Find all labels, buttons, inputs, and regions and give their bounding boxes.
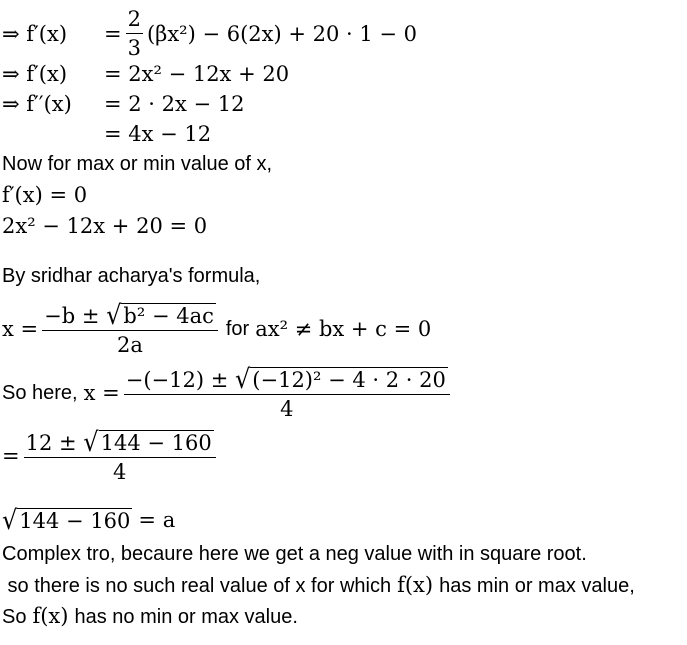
rhs: = 2x² − 12x + 20 [104,62,290,86]
quadratic-formula-fraction [42,299,218,357]
rhs: (βx²) − 6(2x) + 20 · 1 − 0 [146,21,418,46]
text-a: so there is no such real value of x for which [2,574,392,597]
lhs: ⇒ f′′(x) [2,92,72,116]
rhs: = a [138,507,176,532]
line-quadratic-formula [2,298,431,360]
line-now-for-max-min [2,154,272,174]
text: Complex tro, becaure here we get a neg value with in square root. [2,543,587,565]
condition: ax² ≠ bx + c = 0 [255,316,432,341]
rhs: = 2 · 2x − 12 [104,92,245,116]
substitution-fraction [124,363,450,421]
text-a: So [2,605,27,628]
radical-icon: √ [106,299,122,330]
radicand: 144 − 160 [100,430,212,455]
denominator: 4 [112,459,127,484]
square-root [2,504,132,536]
line-derivative-2 [2,64,289,85]
equals: = [104,21,122,46]
radicand: b² − 4ac [123,303,214,328]
line-quadratic-equation [2,216,207,237]
text: By sridhar acharya's formula, [2,265,261,287]
numerator-prefix: −(−12) ± [125,367,229,392]
denominator: 3 [127,36,141,60]
numerator-prefix: −b ± [44,303,100,328]
square-root [83,426,213,457]
numerator [124,363,450,394]
line-simplified-fraction [2,426,220,486]
line-no-real-value [2,575,635,596]
for-text: for [225,318,250,340]
simplified-fraction [24,426,216,484]
denominator: 2a [117,332,143,357]
line-root-equals-a [2,504,176,536]
text-b: has no min or max value. [74,605,298,628]
lhs: = [2,443,20,468]
radicand: 144 − 160 [19,509,131,533]
line-complex-note [2,544,587,564]
radical-icon: √ [2,504,18,536]
lhs: ⇒ f′(x) [2,21,68,46]
numerator [42,299,218,330]
text: Now for max or min value of x, [2,153,273,175]
math: 2x² − 12x + 20 = 0 [2,214,208,238]
math: f′(x) = 0 [2,183,88,207]
line-simplified [104,124,211,145]
radical-icon: √ [83,426,99,457]
rhs: = 4x − 12 [104,122,212,146]
line-second-derivative [2,94,245,115]
line-sridhar-formula-heading [2,266,260,286]
line-fprime-zero [2,185,87,206]
radical-icon: √ [235,363,251,394]
radicand: (−12)² − 4 · 2 · 20 [252,367,446,392]
line-derivative-1 [2,7,418,60]
line-conclusion [2,606,298,627]
fraction-two-thirds [126,9,143,59]
so-here-text: So here, [2,382,78,404]
numerator: 2 [127,7,141,31]
numerator-prefix: 12 ± [25,430,77,455]
lhs: x = [2,316,39,341]
numerator [24,426,216,457]
lhs: ⇒ f′(x) [2,62,68,86]
denominator: 4 [280,396,294,421]
fx: f(x) [32,604,69,628]
line-substitution [2,363,454,423]
square-root [235,363,448,394]
square-root [106,299,216,330]
fx: f(x) [397,573,434,597]
lhs: x = [83,380,120,405]
text-b: has min or max value, [439,574,635,597]
